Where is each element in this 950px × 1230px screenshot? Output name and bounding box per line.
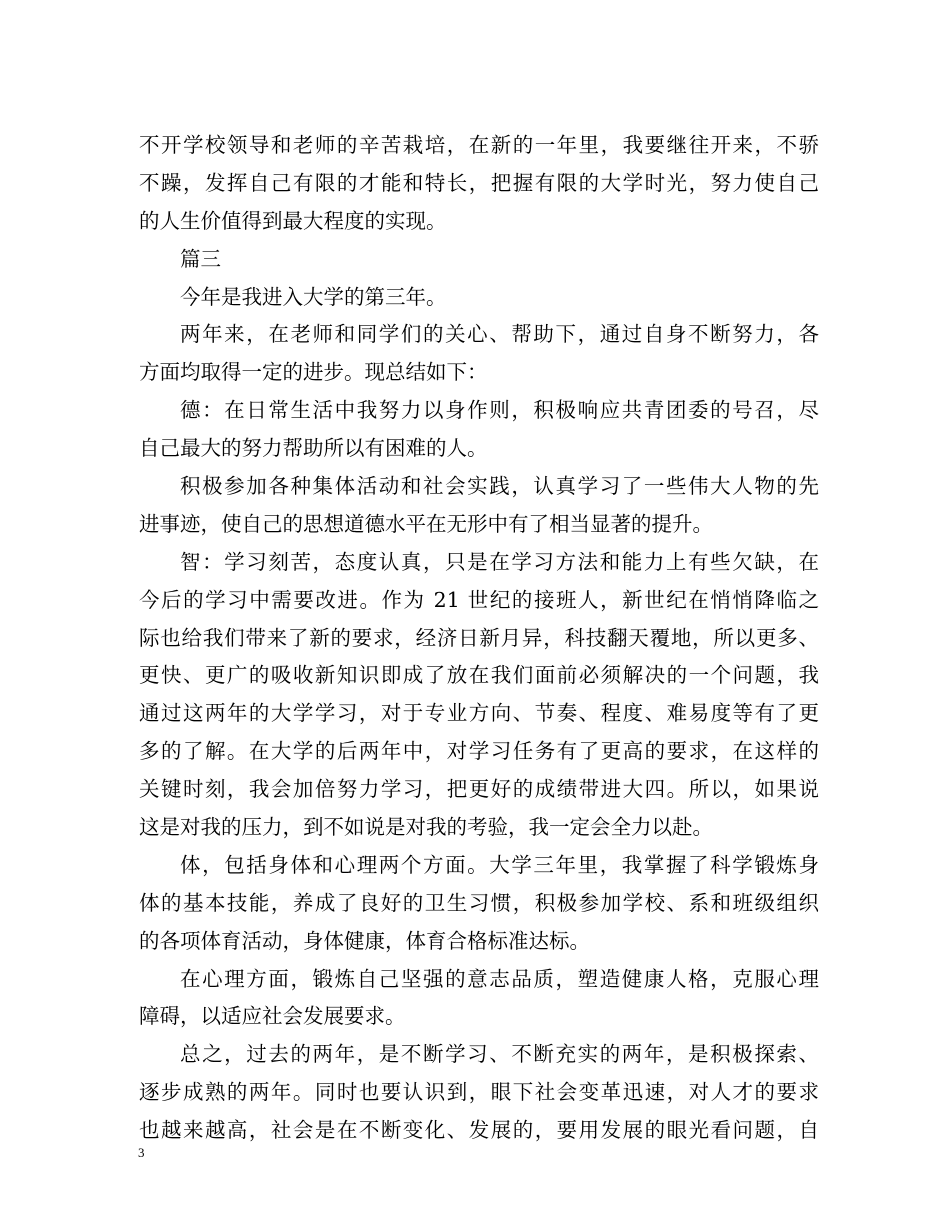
text-line: 障碍，以适应社会发展要求。 — [139, 1004, 406, 1029]
text-line: 德：在日常生活中我努力以身作则，积极响应共青团委的号召，尽 — [180, 398, 819, 423]
text-line: 总之，过去的两年，是不断学习、不断充实的两年，是积极探索、 — [180, 1042, 819, 1067]
text-line: 也越来越高，社会是在不断变化、发展的，要用发展的眼光看问题，自 — [139, 1118, 819, 1143]
text-line: 智：学习刻苦，态度认真，只是在学习方法和能力上有些欠缺，在 — [180, 549, 819, 574]
text-line: 不开学校领导和老师的辛苦栽培，在新的一年里，我要继往开来，不骄 — [139, 133, 819, 157]
body-text — [139, 127, 819, 1150]
text-line: 关键时刻，我会加倍努力学习，把更好的成绩带进大四。所以，如果说 — [139, 777, 819, 802]
text-line: 不躁，发挥自己有限的才能和特长，把握有限的大学时光，努力使自己 — [139, 170, 819, 195]
text-line: 这是对我的压力，到不如说是对我的考验，我一定会全力以赴。 — [139, 815, 713, 840]
text-line: 在心理方面，锻炼自己坚强的意志品质，塑造健康人格，克服心理 — [180, 966, 819, 991]
text-line: 今年是我进入大学的第三年。 — [180, 284, 447, 309]
text-line: 多的了解。在大学的后两年中，对学习任务有了更高的要求，在这样的 — [139, 739, 819, 764]
text-line: 逐步成熟的两年。同时也要认识到，眼下社会变革迅速，对人才的要求 — [139, 1080, 819, 1105]
text-line: 今后的学习中需要改进。作为 21 世纪的接班人，新世纪在悄悄降临之 — [139, 587, 819, 612]
text-line: 体，包括身体和心理两个方面。大学三年里，我掌握了科学锻炼身 — [180, 852, 819, 877]
text-line: 的各项体育活动，身体健康，体育合格标准达标。 — [139, 928, 590, 953]
text-line: 方面均取得一定的进步。现总结如下： — [139, 360, 488, 385]
text-line: 两年来，在老师和同学们的关心、帮助下，通过自身不断努力，各 — [180, 322, 819, 347]
text-line: 际也给我们带来了新的要求，经济日新月异，科技翻天覆地，所以更多、 — [139, 625, 819, 650]
text-line: 积极参加各种集体活动和社会实践，认真学习了一些伟大人物的先 — [180, 474, 819, 499]
page-number: 3 — [138, 1145, 145, 1160]
text-line: 通过这两年的大学学习，对于专业方向、节奏、程度、难易度等有了更 — [139, 701, 819, 726]
text-line: 进事迹，使自己的思想道德水平在无形中有了相当显著的提升。 — [139, 511, 713, 536]
text-line: 自己最大的努力帮助所以有困难的人。 — [139, 436, 488, 461]
text-line: 的人生价值得到最大程度的实现。 — [139, 208, 447, 233]
text-line: 体的基本技能，养成了良好的卫生习惯，积极参加学校、系和班级组织 — [139, 890, 819, 915]
text-line: 更快、更广的吸收新知识即成了放在我们面前必须解决的一个问题，我 — [139, 663, 819, 688]
text-line: 篇三 — [180, 246, 221, 271]
